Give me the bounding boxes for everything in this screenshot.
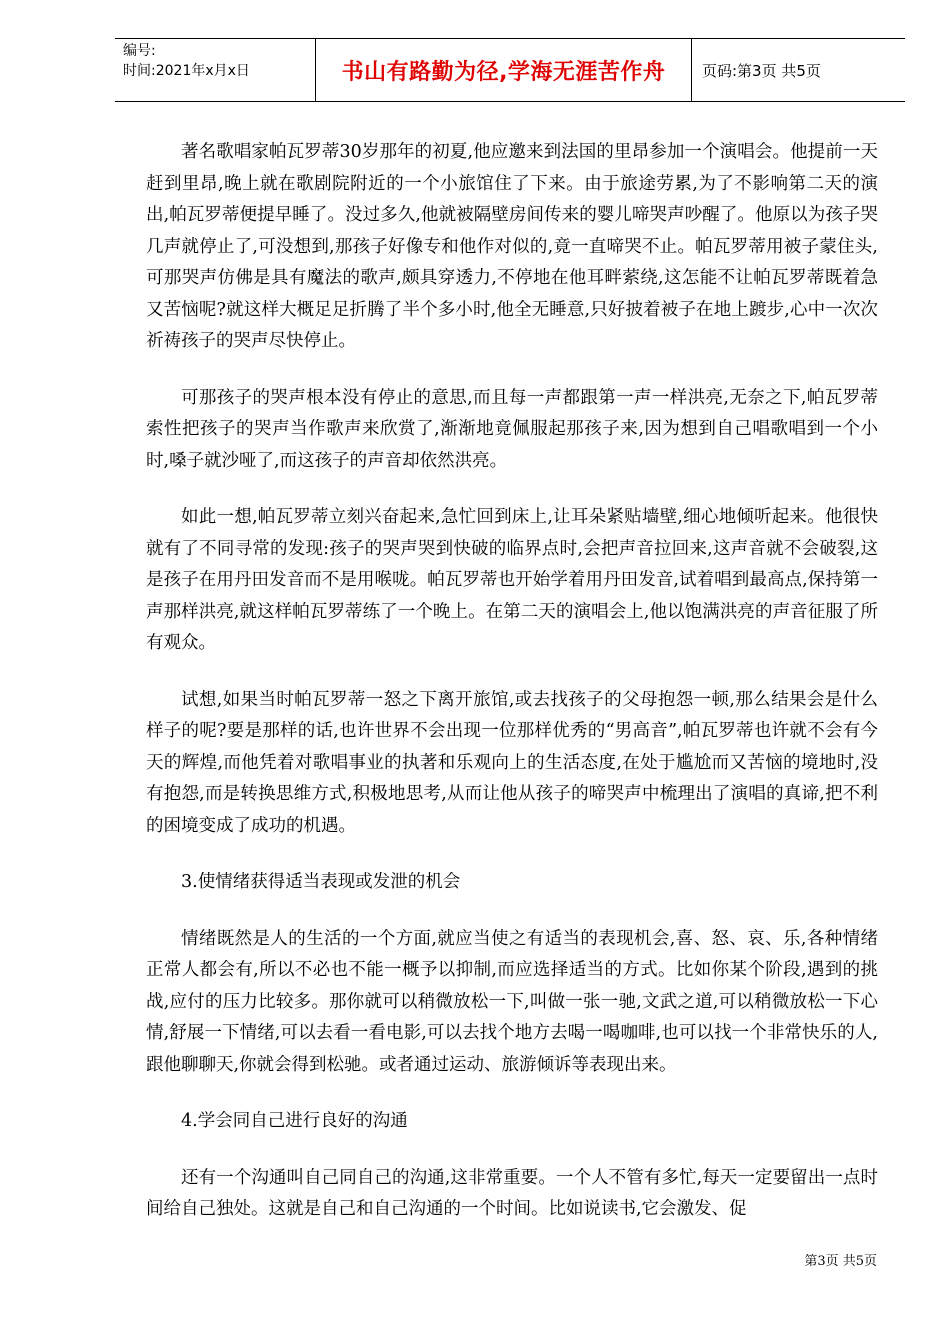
header-motto-cell [315, 39, 692, 101]
paragraph: 情绪既然是人的生活的一个方面,就应当使之有适当的表现机会,喜、怒、哀、乐,各种情绪正常人都会有,所以不必也不能一概予以抑制,而应选择适当的方式。比如你某个阶段,遇到的挑战,应付的压力比较多。那你就可以稍微放松一下,叫做一张一驰,文武之道,可以稍微放松一下心情,舒展一下情绪,可以去看一看电影,可以去找个地方去喝一喝咖啡,也可以找一个非常快乐的人,跟他聊聊天,你就会得到松驰。或者通过运动、旅游倾诉等表现出来。 [146, 928, 878, 1075]
page-header [115, 38, 905, 102]
document-body [146, 137, 878, 1226]
footer-page-info: 第3页 共5页 [804, 1254, 877, 1269]
document-date-label: 时间:2021年x月x日 [123, 63, 250, 79]
header-page-info-cell [692, 39, 905, 101]
section-heading: 3.使情绪获得适当表现或发泄的机会 [181, 872, 461, 892]
paragraph: 试想,如果当时帕瓦罗蒂一怒之下离开旅馆,或去找孩子的父母抱怨一顿,那么结果会是什么样子的呢?要是那样的话,也许世界不会出现一位那样优秀的“男高音”,帕瓦罗蒂也许就不会有今天的辉煌,而他凭着对歌唱事业的执著和乐观向上的生活态度,在处于尴尬而又苦恼的境地时,没有抱怨,而是转换思维方式,积极地思考,从而让他从孩子的啼哭声中梳理出了演唱的真谛,把不利的困境变成了成功的机遇。 [146, 689, 878, 836]
header-meta [115, 39, 315, 101]
paragraph: 著名歌唱家帕瓦罗蒂30岁那年的初夏,他应邀来到法国的里昂参加一个演唱会。他提前一天赶到里昂,晚上就在歌剧院附近的一个小旅馆住了下来。由于旅途劳累,为了不影响第二天的演出,帕瓦罗蒂便提早睡了。没过多久,他就被隔壁房间传来的婴儿啼哭声吵醒了。他原以为孩子哭几声就停止了,可没想到,那孩子好像专和他作对似的,竟一直啼哭不止。帕瓦罗蒂用被子蒙住头,可那哭声仿佛是具有魔法的歌声,颇具穿透力,不停地在他耳畔萦绕,这怎能不让帕瓦罗蒂既着急又苦恼呢?就这样大概足足折腾了半个多小时,他全无睡意,只好披着被子在地上踱步,心中一次次祈祷孩子的哭声尽快停止。 [146, 142, 878, 351]
paragraph: 还有一个沟通叫自己同自己的沟通,这非常重要。一个人不管有多忙,每天一定要留出一点时间给自己独处。这就是自己和自己沟通的一个时间。比如说读书,它会激发、促 [146, 1167, 878, 1219]
header-page-info: 页码:第3页 共5页 [702, 61, 821, 80]
section-heading: 4.学会同自己进行良好的沟通 [181, 1111, 408, 1131]
header-motto: 书山有路勤为径,学海无涯苦作舟 [341, 59, 666, 85]
page-footer [804, 1250, 877, 1269]
document-number-label: 编号: [123, 43, 156, 59]
paragraph: 可那孩子的哭声根本没有停止的意思,而且每一声都跟第一声一样洪亮,无奈之下,帕瓦罗蒂索性把孩子的哭声当作歌声来欣赏了,渐渐地竟佩服起那孩子来,因为想到自己唱歌唱到一个小时,嗓子就沙哑了,而这孩子的声音却依然洪亮。 [146, 387, 878, 471]
paragraph: 如此一想,帕瓦罗蒂立刻兴奋起来,急忙回到床上,让耳朵紧贴墙壁,细心地倾听起来。他很快就有了不同寻常的发现:孩子的哭声哭到快破的临界点时,会把声音拉回来,这声音就不会破裂,这是孩子在用丹田发音而不是用喉咙。帕瓦罗蒂也开始学着用丹田发音,试着唱到最高点,保持第一声那样洪亮,就这样帕瓦罗蒂练了一个晚上。在第二天的演唱会上,他以饱满洪亮的声音征服了所有观众。 [146, 507, 878, 653]
